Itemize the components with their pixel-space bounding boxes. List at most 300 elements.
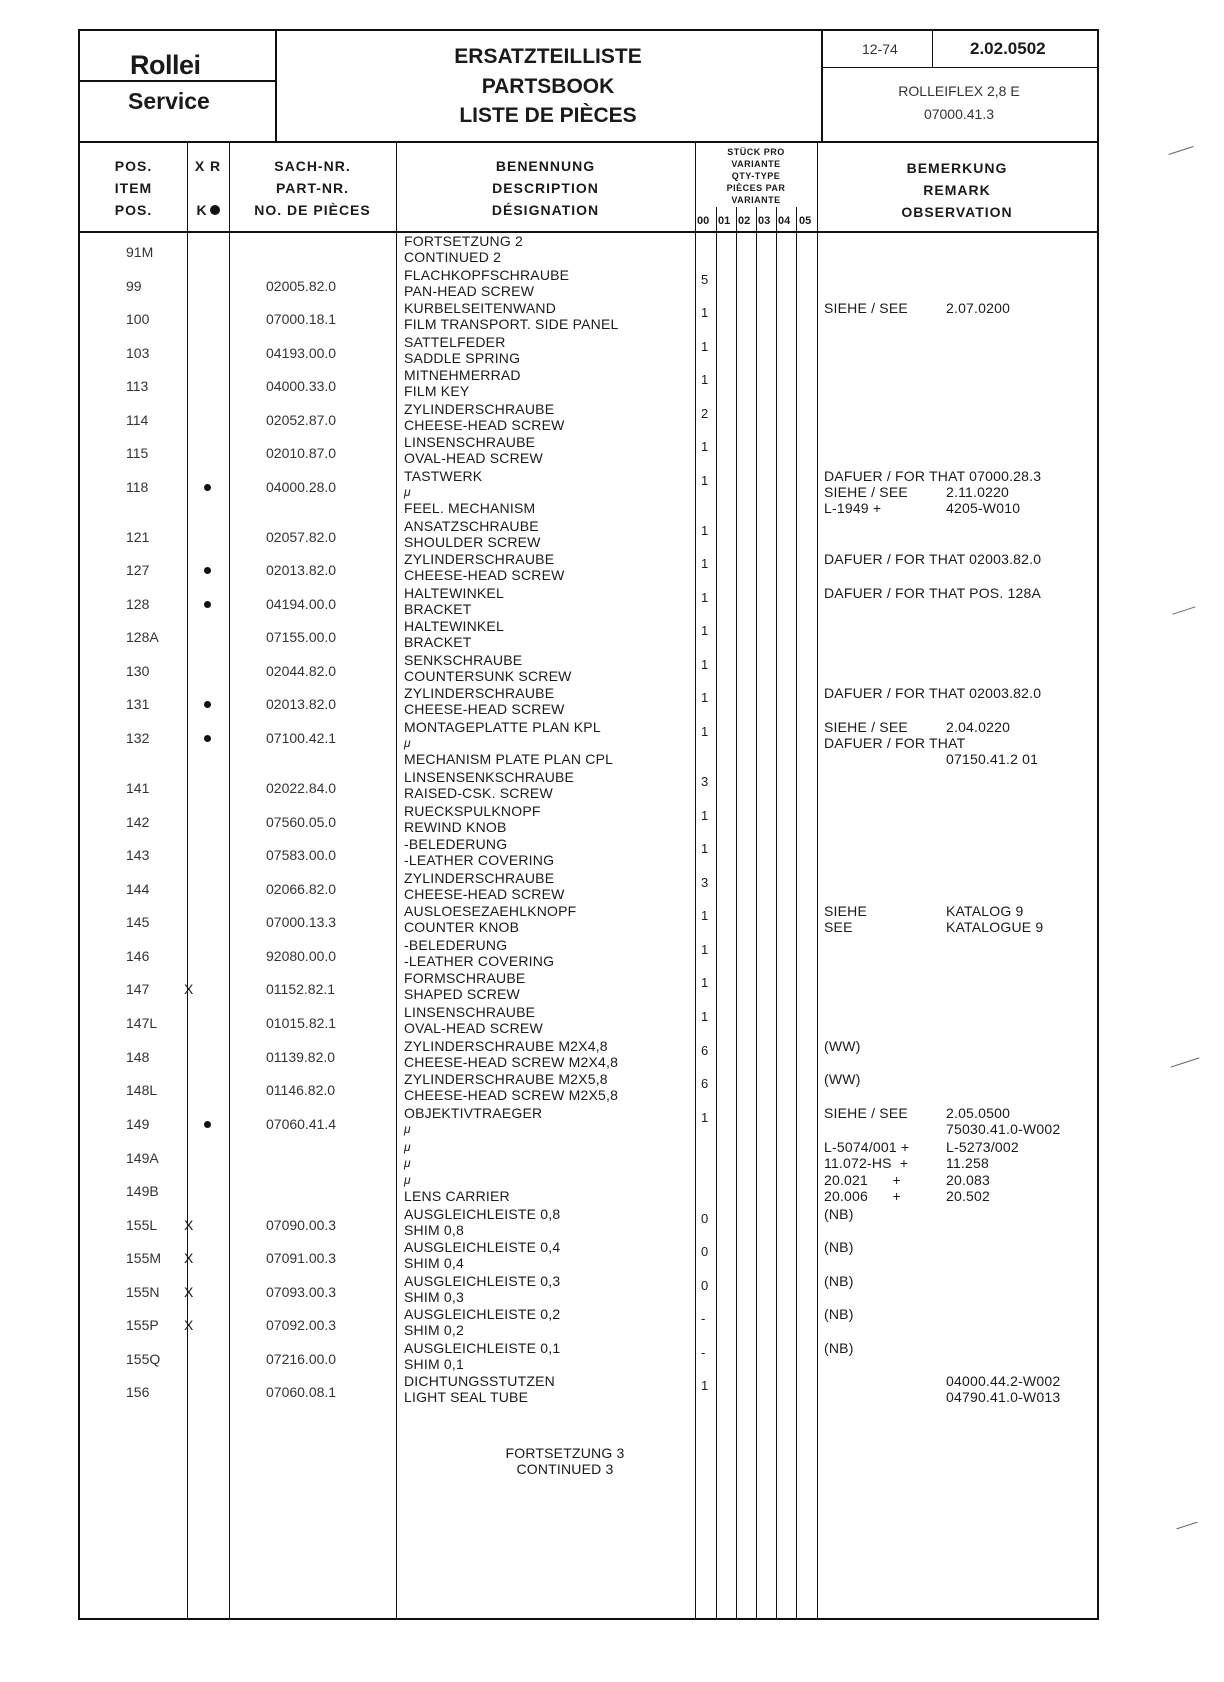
row-xr: X	[184, 1284, 194, 1300]
row-qty: 5	[701, 272, 709, 287]
row-qty: 1	[701, 808, 709, 823]
row-pos: 155L	[126, 1217, 158, 1233]
description-line: LINSENSENKSCHRAUBE	[404, 769, 575, 785]
description-line: LINSENSCHRAUBE	[404, 434, 536, 450]
row-pos: 141	[126, 780, 150, 796]
description-line: SHIM 0,8	[404, 1222, 464, 1238]
row-qty: 3	[701, 774, 709, 789]
row-description	[404, 1105, 542, 1137]
row-qty: 2	[701, 406, 709, 421]
description-line: AUSGLEICHLEISTE 0,1	[404, 1340, 561, 1356]
row-part-number: 02005.82.0	[266, 278, 337, 294]
description-line: OVAL-HEAD SCREW	[404, 1020, 543, 1036]
description-line: OBJEKTIVTRAEGER	[404, 1105, 543, 1121]
row-pos: 148L	[126, 1082, 158, 1098]
remark-reference: 04000.44.2-W002	[946, 1373, 1061, 1389]
row-pos: 132	[126, 730, 150, 746]
remark-reference: 11.258	[946, 1155, 989, 1171]
row-description	[404, 233, 523, 265]
title-de: ERSATZTEILLISTE	[454, 45, 642, 68]
remark-text: (NB)	[824, 1306, 854, 1322]
row-qty: 1	[701, 305, 709, 320]
remark-text: SIEHE / SEE	[824, 300, 908, 316]
row-part-number: 02057.82.0	[266, 529, 337, 545]
description-line: μ	[404, 485, 411, 499]
description-line: HALTEWINKEL	[404, 585, 504, 601]
row-part-number: 07155.00.0	[266, 629, 337, 645]
description-line: FILM KEY	[404, 383, 470, 399]
row-description	[404, 434, 543, 466]
description-line: HALTEWINKEL	[404, 618, 504, 634]
description-line: FORTSETZUNG 2	[404, 233, 524, 249]
description-line: ZYLINDERSCHRAUBE	[404, 685, 555, 701]
col-header-xr: X R K	[194, 158, 222, 218]
description-line: SHIM 0,2	[404, 1322, 464, 1338]
row-pos: 114	[126, 412, 149, 428]
remark-text: (NB)	[824, 1206, 854, 1222]
description-line: TASTWERK	[404, 468, 483, 484]
row-description	[404, 618, 504, 650]
variant-05: 05	[799, 215, 812, 227]
row-pos: 149	[126, 1116, 150, 1132]
description-line: -BELEDERUNG	[404, 836, 508, 852]
row-description	[404, 518, 541, 550]
description-line: ANSATZSCHRAUBE	[404, 518, 539, 534]
remark-reference: 07150.41.2 01	[946, 751, 1039, 767]
row-remark	[824, 1071, 1094, 1087]
description-line: SADDLE SPRING	[404, 350, 521, 366]
description-line: ZYLINDERSCHRAUBE M2X5,8	[404, 1071, 608, 1087]
description-line: SHIM 0,1	[404, 1356, 464, 1372]
row-description	[404, 1071, 618, 1103]
row-pos: 143	[126, 847, 150, 863]
row-qty: 1	[701, 372, 709, 387]
row-qty: 6	[701, 1043, 709, 1058]
description-line: FEEL. MECHANISM	[404, 500, 536, 516]
k-dot-icon	[210, 205, 220, 215]
row-pos: 118	[126, 479, 149, 495]
doc-info-rule	[821, 67, 1097, 68]
description-line: COUNTERSUNK SCREW	[404, 668, 572, 684]
row-description	[404, 1139, 411, 1171]
row-pos: 147L	[126, 1015, 158, 1031]
row-remark	[824, 1373, 1094, 1405]
row-qty: 1	[701, 724, 709, 739]
row-pos: 100	[126, 311, 150, 327]
row-qty: 1	[701, 1110, 709, 1125]
row-pos: 128A	[126, 629, 159, 645]
row-xr: X	[184, 1217, 194, 1233]
description-line: MONTAGEPLATTE PLAN KPL	[404, 719, 601, 735]
row-description	[404, 1239, 560, 1271]
margin-mark	[1172, 606, 1195, 614]
description-line: AUSGLEICHLEISTE 0,2	[404, 1306, 561, 1322]
row-part-number: 01146.82.0	[266, 1082, 336, 1098]
description-line: -BELEDERUNG	[404, 937, 508, 953]
row-pos: 145	[126, 914, 150, 930]
row-remark	[824, 685, 1094, 701]
description-line: ZYLINDERSCHRAUBE M2X4,8	[404, 1038, 608, 1054]
row-part-number: 92080.00.0	[266, 948, 337, 964]
row-remark	[824, 585, 1094, 601]
description-line: FLACHKOPFSCHRAUBE	[404, 267, 570, 283]
row-qty: 1	[701, 473, 709, 488]
row-remark	[824, 719, 1094, 767]
row-description	[404, 585, 504, 617]
row-part-number: 07060.08.1	[266, 1384, 337, 1400]
row-pos: 103	[126, 345, 150, 361]
col-header-qty: STÜCK PRO VARIANTE QTY-TYPE PIÈCES PAR VARIANTE	[726, 147, 786, 205]
row-description	[404, 903, 576, 935]
description-line: RAISED-CSK. SCREW	[404, 785, 553, 801]
replacement-dot-icon	[204, 484, 211, 491]
row-description	[404, 1273, 560, 1305]
remark-reference: 20.083	[946, 1172, 991, 1188]
rollei-logo: Rollei	[130, 50, 201, 80]
row-xr: X	[184, 1250, 194, 1266]
variant-04: 04	[778, 215, 791, 227]
row-part-number: 07583.00.0	[266, 847, 337, 863]
description-line: PAN-HEAD SCREW	[404, 283, 535, 299]
row-pos: 115	[126, 445, 149, 461]
row-description	[404, 937, 554, 969]
row-description	[404, 1038, 618, 1070]
row-description	[404, 1373, 555, 1405]
row-qty: 1	[701, 690, 709, 705]
description-line: KURBELSEITENWAND	[404, 300, 557, 316]
remark-text: 20.006 +	[824, 1188, 901, 1204]
description-line: SHOULDER SCREW	[404, 534, 541, 550]
row-pos: 99	[126, 278, 142, 294]
row-part-number: 04193.00.0	[266, 345, 337, 361]
row-part-number: 07060.41.4	[266, 1116, 337, 1132]
row-pos: 113	[126, 378, 149, 394]
description-line: BRACKET	[404, 634, 472, 650]
description-line: CHEESE-HEAD SCREW M2X4,8	[404, 1054, 619, 1070]
remark-reference: 20.502	[946, 1188, 991, 1204]
row-description	[404, 334, 520, 366]
description-line: AUSLOESEZAEHLKNOPF	[404, 903, 577, 919]
variant-01: 01	[718, 215, 731, 227]
row-remark	[824, 903, 1094, 935]
row-description	[404, 1206, 560, 1238]
row-remark	[824, 1139, 1094, 1171]
header-bottom-rule	[80, 141, 1097, 143]
row-pos: 156	[126, 1384, 150, 1400]
row-part-number: 07000.13.3	[266, 914, 337, 930]
row-pos: 155Q	[126, 1351, 161, 1367]
row-part-number: 07093.00.3	[266, 1284, 337, 1300]
row-qty: 1	[701, 908, 709, 923]
row-qty: 1	[701, 523, 709, 538]
description-line: μ	[404, 736, 411, 750]
row-description	[404, 1340, 560, 1372]
row-pos: 144	[126, 881, 150, 897]
remark-text: DAFUER / FOR THAT POS. 128A	[824, 585, 1042, 601]
description-line: ZYLINDERSCHRAUBE	[404, 551, 555, 567]
row-part-number: 02013.82.0	[266, 562, 337, 578]
row-part-number: 07091.00.3	[266, 1250, 337, 1266]
row-remark	[824, 1340, 1094, 1356]
description-line: COUNTER KNOB	[404, 919, 520, 935]
margin-mark	[1171, 1057, 1200, 1067]
description-line: BRACKET	[404, 601, 472, 617]
col-header-desc: BENENNUNG DESCRIPTION DÉSIGNATION	[491, 158, 600, 218]
row-part-number: 07090.00.3	[266, 1217, 337, 1233]
remark-text: (WW)	[824, 1071, 861, 1087]
row-pos: 127	[126, 562, 150, 578]
description-line: SENKSCHRAUBE	[404, 652, 523, 668]
row-description	[404, 719, 613, 767]
row-pos: 128	[126, 596, 150, 612]
doc-date: 12-74	[862, 41, 898, 57]
description-line: SHAPED SCREW	[404, 986, 520, 1002]
remark-text: 20.021 +	[824, 1172, 901, 1188]
description-line: SHIM 0,3	[404, 1289, 464, 1305]
remark-text: SIEHE / SEE	[824, 719, 908, 735]
row-qty: 1	[701, 1009, 709, 1024]
variant-codes	[695, 215, 817, 231]
remark-reference: L-5273/002	[946, 1139, 1019, 1155]
remark-reference: 2.04.0220	[946, 719, 1011, 735]
description-line: SHIM 0,4	[404, 1255, 464, 1271]
remark-text: SEE	[824, 919, 853, 935]
remark-text: SIEHE / SEE	[824, 1105, 908, 1121]
description-line: -LEATHER COVERING	[404, 852, 555, 868]
remark-reference: 2.05.0500	[946, 1105, 1011, 1121]
row-part-number: 02044.82.0	[266, 663, 337, 679]
row-description	[404, 685, 565, 717]
row-qty: -	[701, 1345, 706, 1360]
row-part-number: 07092.00.3	[266, 1317, 337, 1333]
description-line: ZYLINDERSCHRAUBE	[404, 401, 555, 417]
remark-text: L-5074/001 +	[824, 1139, 910, 1155]
remark-reference: 2.07.0200	[946, 300, 1011, 316]
variant-00: 00	[697, 215, 710, 227]
row-description	[404, 1172, 510, 1204]
remark-text: (NB)	[824, 1340, 854, 1356]
row-pos: 91M	[126, 244, 154, 260]
row-qty: 1	[701, 556, 709, 571]
model-number: 07000.41.3	[923, 106, 995, 122]
row-pos: 121	[126, 529, 150, 545]
row-part-number: 02013.82.0	[266, 696, 337, 712]
row-part-number: 04000.28.0	[266, 479, 337, 495]
description-line: AUSGLEICHLEISTE 0,4	[404, 1239, 561, 1255]
remark-text: L-1949 +	[824, 500, 882, 516]
row-description	[404, 300, 618, 332]
margin-mark	[1176, 1522, 1197, 1530]
row-remark	[824, 1239, 1094, 1255]
col-header-pos: POS. ITEM POS.	[114, 158, 153, 218]
row-qty: 0	[701, 1278, 709, 1293]
description-line: OVAL-HEAD SCREW	[404, 450, 543, 466]
row-remark	[824, 1273, 1094, 1289]
margin-mark	[1168, 146, 1193, 155]
row-description	[404, 401, 565, 433]
title-en: PARTSBOOK	[481, 75, 615, 98]
row-qty: 1	[701, 439, 709, 454]
row-description	[404, 468, 535, 516]
row-part-number: 02022.84.0	[266, 780, 337, 796]
row-part-number: 02052.87.0	[266, 412, 337, 428]
remark-reference: 4205-W010	[946, 500, 1021, 516]
remark-text: (WW)	[824, 1038, 861, 1054]
row-qty: 1	[701, 975, 709, 990]
description-line: LIGHT SEAL TUBE	[404, 1389, 529, 1405]
description-line: CHEESE-HEAD SCREW	[404, 417, 565, 433]
parts-sheet	[78, 29, 1099, 1620]
row-xr: X	[184, 981, 194, 997]
row-pos: 149A	[126, 1150, 159, 1166]
row-qty: 1	[701, 623, 709, 638]
replacement-dot-icon	[204, 1121, 211, 1128]
description-line: MITNEHMERRAD	[404, 367, 521, 383]
row-part-number: 07000.18.1	[266, 311, 337, 327]
row-qty: 1	[701, 942, 709, 957]
col-header-remark: BEMERKUNG REMARK OBSERVATION	[901, 160, 1013, 220]
description-line: FILM TRANSPORT. SIDE PANEL	[404, 316, 619, 332]
row-part-number: 02010.87.0	[266, 445, 337, 461]
replacement-dot-icon	[204, 735, 211, 742]
description-line: μ	[404, 1140, 411, 1154]
footer-continued: FORTSETZUNG 3 CONTINUED 3	[505, 1445, 625, 1477]
description-line: LINSENSCHRAUBE	[404, 1004, 536, 1020]
row-xr: X	[184, 1317, 194, 1333]
row-qty: 1	[701, 657, 709, 672]
doc-number-divider	[932, 31, 933, 67]
replacement-dot-icon	[204, 567, 211, 574]
description-line: -LEATHER COVERING	[404, 953, 555, 969]
description-line: μ	[404, 1156, 411, 1170]
row-qty: 1	[701, 841, 709, 856]
row-description	[404, 551, 565, 583]
row-description	[404, 970, 525, 1002]
col-header-part: SACH-NR. PART-NR. NO. DE PIÈCES	[254, 158, 371, 218]
row-qty: 1	[701, 1378, 709, 1393]
row-pos: 147	[126, 981, 150, 997]
row-remark	[824, 1105, 1094, 1137]
description-line: AUSGLEICHLEISTE 0,3	[404, 1273, 561, 1289]
remark-text: SIEHE	[824, 903, 868, 919]
parts-table-body	[80, 231, 1097, 1620]
row-remark	[824, 1306, 1094, 1322]
row-part-number: 01152.82.1	[266, 981, 336, 997]
row-description	[404, 1306, 560, 1338]
row-part-number: 07100.42.1	[266, 730, 337, 746]
row-qty: 1	[701, 590, 709, 605]
row-part-number: 07560.05.0	[266, 814, 337, 830]
description-line: FORMSCHRAUBE	[404, 970, 526, 986]
remark-reference: KATALOGUE 9	[946, 919, 1044, 935]
row-pos: 131	[126, 696, 150, 712]
remark-text: (NB)	[824, 1273, 854, 1289]
remark-text: DAFUER / FOR THAT 02003.82.0	[824, 685, 1042, 701]
row-description	[404, 367, 521, 399]
variant-03: 03	[758, 215, 771, 227]
remark-text: DAFUER / FOR THAT 02003.82.0	[824, 551, 1042, 567]
remark-reference: 75030.41.0-W002	[946, 1121, 1061, 1137]
replacement-dot-icon	[204, 601, 211, 608]
description-line: MECHANISM PLATE PLAN CPL	[404, 751, 614, 767]
row-pos: 155P	[126, 1317, 159, 1333]
row-description	[404, 769, 574, 801]
variant-02: 02	[738, 215, 751, 227]
row-pos: 148	[126, 1049, 150, 1065]
row-qty: 0	[701, 1244, 709, 1259]
row-pos: 149B	[126, 1183, 159, 1199]
row-part-number: 02066.82.0	[266, 881, 337, 897]
description-line: ZYLINDERSCHRAUBE	[404, 870, 555, 886]
remark-text: 11.072-HS +	[824, 1155, 909, 1171]
remark-reference: KATALOG 9	[946, 903, 1024, 919]
row-qty: 0	[701, 1211, 709, 1226]
description-line: CHEESE-HEAD SCREW M2X5,8	[404, 1087, 619, 1103]
row-pos: 130	[126, 663, 150, 679]
description-line: μ	[404, 1173, 411, 1187]
row-pos: 155N	[126, 1284, 160, 1300]
description-line: RUECKSPULKNOPF	[404, 803, 541, 819]
description-line: CHEESE-HEAD SCREW	[404, 567, 565, 583]
row-part-number: 04000.33.0	[266, 378, 337, 394]
row-pos: 146	[126, 948, 150, 964]
row-description	[404, 870, 565, 902]
row-qty: -	[701, 1311, 706, 1326]
row-part-number: 01139.82.0	[266, 1049, 336, 1065]
description-line: CONTINUED 2	[404, 249, 502, 265]
row-qty: 1	[701, 339, 709, 354]
row-qty: 3	[701, 875, 709, 890]
remark-text: SIEHE / SEE	[824, 484, 908, 500]
row-description	[404, 1004, 543, 1036]
description-line: REWIND KNOB	[404, 819, 507, 835]
remark-reference: 04790.41.0-W013	[946, 1389, 1061, 1405]
row-part-number: 04194.00.0	[266, 596, 337, 612]
row-remark	[824, 468, 1094, 516]
row-remark	[824, 1206, 1094, 1222]
replacement-dot-icon	[204, 701, 211, 708]
row-pos: 142	[126, 814, 150, 830]
row-qty: 6	[701, 1076, 709, 1091]
service-label: Service	[128, 88, 210, 114]
remark-text: DAFUER / FOR THAT	[824, 735, 966, 751]
row-remark	[824, 300, 1094, 316]
model-name: ROLLEIFLEX 2,8 E	[898, 83, 1020, 99]
description-line: DICHTUNGSSTUTZEN	[404, 1373, 555, 1389]
row-remark	[824, 551, 1094, 567]
description-line: CHEESE-HEAD SCREW	[404, 701, 565, 717]
row-remark	[824, 1172, 1094, 1204]
row-remark	[824, 1038, 1094, 1054]
row-part-number: 01015.82.1	[266, 1015, 337, 1031]
description-line: CHEESE-HEAD SCREW	[404, 886, 565, 902]
row-description	[404, 803, 541, 835]
description-line: μ	[404, 1122, 411, 1136]
row-description	[404, 652, 572, 684]
description-line: SATTELFEDER	[404, 334, 506, 350]
description-line: AUSGLEICHLEISTE 0,8	[404, 1206, 561, 1222]
row-part-number: 07216.00.0	[266, 1351, 337, 1367]
doc-number: 2.02.0502	[970, 39, 1046, 58]
row-description	[404, 836, 554, 868]
row-pos: 155M	[126, 1250, 162, 1266]
row-description	[404, 267, 569, 299]
remark-reference: 2.11.0220	[946, 484, 1010, 500]
remark-text: (NB)	[824, 1239, 854, 1255]
description-line: LENS CARRIER	[404, 1188, 510, 1204]
remark-text: DAFUER / FOR THAT 07000.28.3	[824, 468, 1042, 484]
title-fr: LISTE DE PIÈCES	[459, 104, 637, 127]
